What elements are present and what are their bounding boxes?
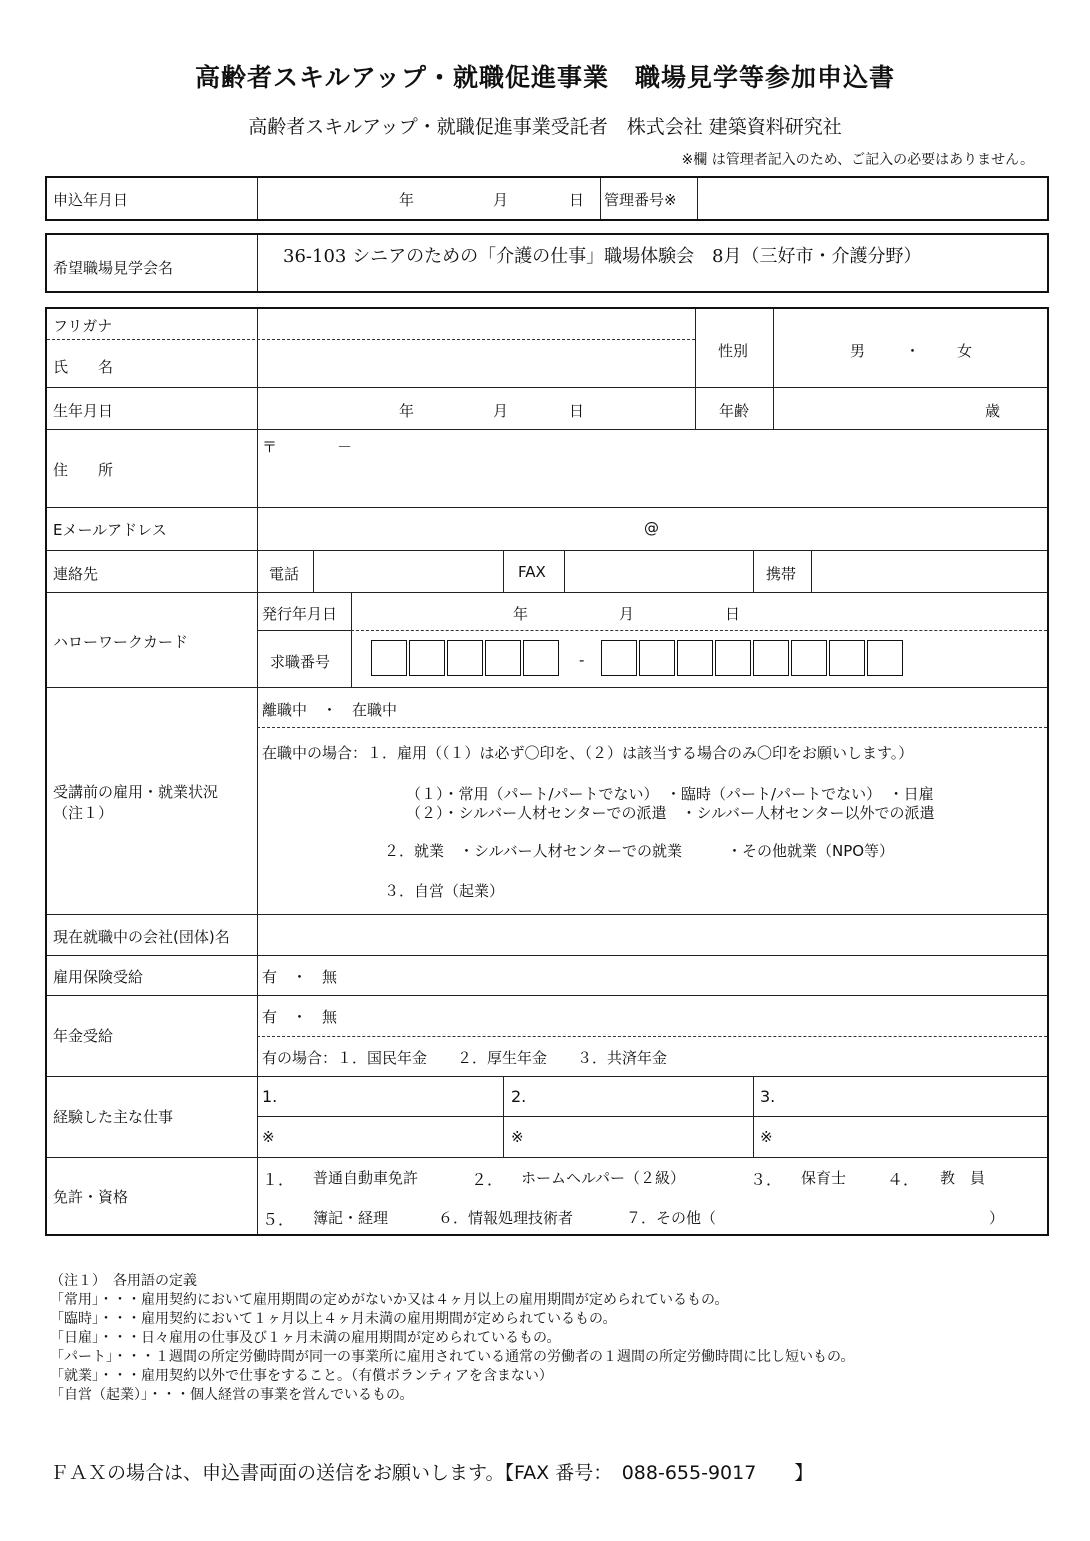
- license-3-option[interactable]: 保育士: [801, 1169, 847, 1187]
- application-row: [45, 176, 1049, 221]
- pension-options[interactable]: 有 ・ 無: [262, 1008, 338, 1026]
- license-5-option[interactable]: 簿記・経理: [313, 1209, 389, 1227]
- employment-detail-line-4[interactable]: ２．就業 ・シルバー人材センターでの就業 ・その他就業（NPO等）: [384, 842, 895, 860]
- birth-day-label: 日: [569, 402, 585, 420]
- name-label: 氏 名: [53, 358, 114, 376]
- license-6-option[interactable]: ６．情報処理技術者: [438, 1209, 574, 1227]
- email-label: Eメールアドレス: [53, 521, 167, 539]
- job-number-digit-3[interactable]: [447, 640, 483, 676]
- hellowork-card-label: ハローワークカード: [53, 633, 189, 651]
- job-number-digit-5[interactable]: [523, 640, 559, 676]
- admin-note: ※欄 は管理者記入のため、ご記入の必要はありません。: [681, 152, 1034, 168]
- age-label: 年齢: [719, 402, 750, 420]
- event-label: 希望職場見学会名: [53, 259, 174, 277]
- license-2-number: ２．: [471, 1170, 504, 1189]
- license-4-number: ４．: [887, 1170, 920, 1189]
- postal-dash: －: [337, 438, 353, 456]
- job-1-field[interactable]: [282, 1078, 500, 1114]
- phone-field[interactable]: [316, 552, 501, 590]
- license-7-option[interactable]: ７．その他（: [626, 1209, 717, 1227]
- note-line: 「常用」・・・雇用契約において雇用期間の定めがないか又は４ヶ月以上の雇用期間が定められているもの。: [50, 1292, 729, 1308]
- job-number-digit-12[interactable]: [829, 640, 865, 676]
- job-3-number: 3.: [760, 1087, 776, 1106]
- job-number-digit-4[interactable]: [485, 640, 521, 676]
- birth-date-label: 生年月日: [53, 402, 114, 420]
- notes-title: （注１） 各用語の定義: [50, 1273, 197, 1289]
- job-number-digit-8[interactable]: [677, 640, 713, 676]
- job-number-dash: -: [579, 651, 585, 669]
- license-1-number: １．: [262, 1170, 295, 1189]
- fax-label: FAX: [518, 563, 546, 581]
- gender-separator: ・: [905, 342, 921, 360]
- age-field[interactable]: [776, 389, 1044, 427]
- job-number-label: 求職番号: [270, 653, 331, 671]
- issue-date-label: 発行年月日: [262, 605, 338, 623]
- license-3-number: ３．: [750, 1170, 783, 1189]
- pension-types[interactable]: 有の場合：１．国民年金 ２．厚生年金 ３．共済年金: [262, 1049, 668, 1067]
- gender-male-option[interactable]: 男: [850, 342, 866, 360]
- company-name-field[interactable]: [260, 916, 1045, 953]
- employment-detail-line-5[interactable]: ３．自営（起業）: [384, 882, 505, 900]
- employment-insurance-options[interactable]: 有 ・ 無: [262, 968, 338, 986]
- birth-date-field[interactable]: [260, 389, 692, 427]
- license-1-option[interactable]: 普通自動車免許: [313, 1169, 419, 1187]
- furigana-label: フリガナ: [53, 317, 113, 335]
- definitions-notes: [50, 1272, 854, 1405]
- employment-insurance-label: 雇用保険受給: [53, 968, 144, 986]
- employment-detail-line-1: 在職中の場合：１．雇用（（１）は必ず〇印を、（２）は該当する場合のみ〇印をお願いします。）: [262, 744, 914, 762]
- birth-year-label: 年: [399, 402, 415, 420]
- employment-detail-line-2[interactable]: （１）・常用（パート/パートでない） ・臨時（パート/パートでない） ・日雇: [406, 785, 934, 803]
- job-number-digit-2[interactable]: [409, 640, 445, 676]
- note-line: 「臨時」・・・雇用契約において１ヶ月以上４ヶ月未満の雇用期間が定められているもの。: [50, 1311, 617, 1327]
- job-1-number: 1.: [262, 1087, 278, 1106]
- email-field[interactable]: [260, 509, 1045, 548]
- note-line: 「自営（起業）」・・・個人経営の事業を営んでいるもの。: [50, 1387, 414, 1403]
- employment-status-note-ref: （注１）: [53, 804, 114, 822]
- app-day-label: 日: [569, 191, 585, 209]
- contact-label: 連絡先: [53, 565, 99, 583]
- job-number-digit-10[interactable]: [753, 640, 789, 676]
- job-number-digit-11[interactable]: [791, 640, 827, 676]
- note-line: 「パート」・・・１週間の所定労働時間が同一の事業所に雇用されている通常の労働者の１週間の所定労働時間に比し短いもの。: [50, 1349, 855, 1365]
- postal-mark: 〒: [262, 438, 278, 456]
- fax-field[interactable]: [567, 552, 751, 590]
- phone-label: 電話: [269, 565, 300, 583]
- job-number-digit-6[interactable]: [601, 640, 637, 676]
- name-field[interactable]: [260, 342, 692, 385]
- employment-status-options[interactable]: 離職中 ・ 在職中: [262, 701, 398, 719]
- applicant-form: [45, 307, 1049, 1236]
- event-name: 36-103 シニアのための「介護の仕事」職場体験会 8月（三好市・介護分野）: [283, 246, 922, 267]
- job-number-digit-1[interactable]: [371, 640, 407, 676]
- mobile-field[interactable]: [814, 552, 1045, 590]
- issue-month-label: 月: [619, 605, 635, 623]
- job-3-field[interactable]: [780, 1078, 1044, 1114]
- license-other-field[interactable]: [737, 1201, 985, 1229]
- note-line: 「就業」・・・雇用契約以外で仕事をすること。（有償ボランティアを含まない）: [50, 1368, 553, 1384]
- address-label: 住 所: [53, 461, 114, 479]
- job-3-mark: ※: [760, 1128, 773, 1146]
- issue-year-label: 年: [513, 605, 529, 623]
- fax-instruction: ＦＡＸの場合は、申込書両面の送信をお願いします。【FAX 番号： 088-655-9017 】: [50, 1462, 814, 1484]
- employment-detail-line-3[interactable]: （２）・シルバー人材センターでの派遣 ・シルバー人材センター以外での派遣: [406, 804, 935, 822]
- license-5-number: ５．: [262, 1210, 295, 1229]
- application-date-field[interactable]: [261, 180, 598, 217]
- gender-label: 性別: [718, 342, 749, 360]
- company-name-label: 現在就職中の会社(団体)名: [53, 928, 230, 946]
- job-2-field[interactable]: [531, 1078, 749, 1114]
- form-title: 高齢者スキルアップ・就職促進事業 職場見学等参加申込書: [194, 63, 895, 92]
- app-month-label: 月: [493, 191, 509, 209]
- job-2-mark: ※: [511, 1128, 524, 1146]
- job-number-digit-7[interactable]: [639, 640, 675, 676]
- app-year-label: 年: [399, 191, 415, 209]
- pension-label: 年金受給: [53, 1027, 114, 1045]
- job-1-mark: ※: [262, 1128, 275, 1146]
- license-7-close-paren: ）: [989, 1209, 1005, 1227]
- gender-female-option[interactable]: 女: [957, 342, 973, 360]
- note-line: 「日雇」・・・日々雇用の仕事及び１ヶ月未満の雇用期間が定められているもの。: [50, 1330, 561, 1346]
- license-label: 免許・資格: [53, 1188, 129, 1206]
- event-row: [45, 233, 1049, 293]
- issue-date-field[interactable]: [354, 594, 1045, 628]
- job-number-digit-9[interactable]: [715, 640, 751, 676]
- license-2-option[interactable]: ホームヘルパー（２級）: [521, 1169, 685, 1187]
- job-2-number: 2.: [511, 1087, 527, 1106]
- issue-day-label: 日: [725, 605, 741, 623]
- employment-status-label: 受講前の雇用・就業状況: [53, 783, 219, 801]
- license-4-option[interactable]: 教 員: [940, 1169, 986, 1187]
- main-jobs-label: 経験した主な仕事: [53, 1108, 174, 1126]
- mobile-label: 携帯: [766, 565, 797, 583]
- birth-month-label: 月: [493, 402, 509, 420]
- job-number-digit-13[interactable]: [867, 640, 903, 676]
- application-date-label: 申込年月日: [53, 191, 129, 209]
- furigana-field[interactable]: [260, 311, 692, 337]
- form-subtitle: 高齢者スキルアップ・就職促進事業受託者 株式会社 建築資料研究社: [248, 116, 842, 138]
- address-field[interactable]: [260, 431, 1045, 505]
- email-at-sign: @: [644, 519, 659, 537]
- admin-number-label: 管理番号※: [604, 191, 677, 209]
- age-unit: 歳: [985, 402, 1001, 420]
